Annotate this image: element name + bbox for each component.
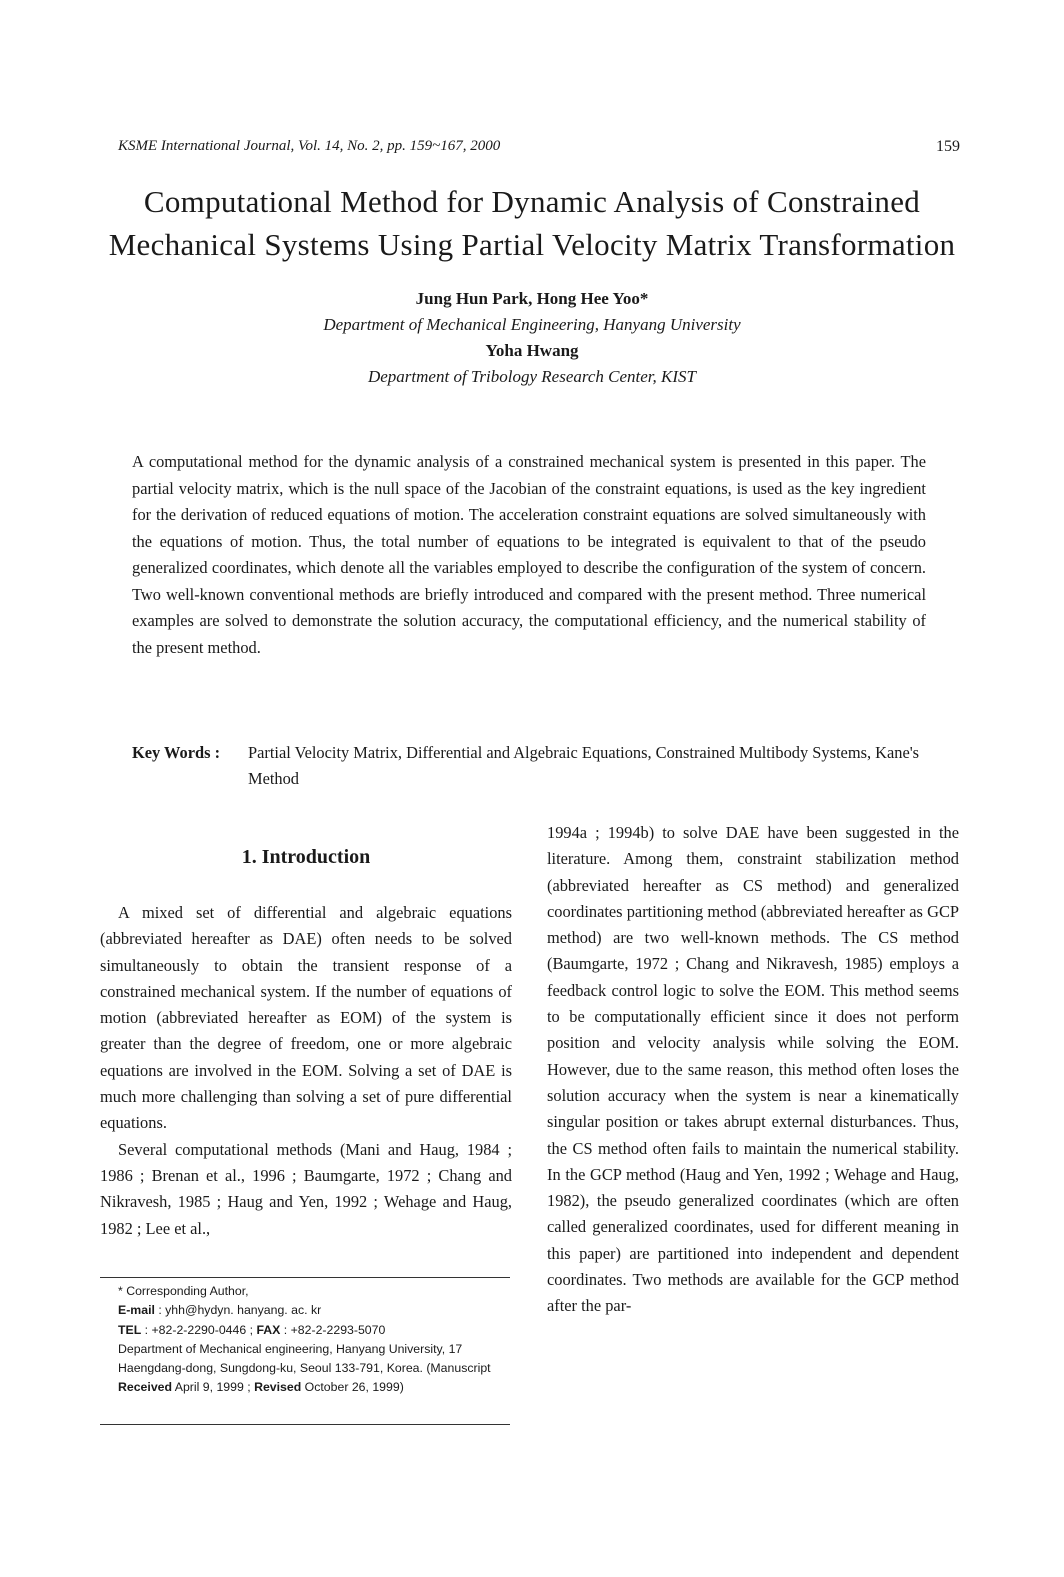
paper-title bbox=[60, 180, 1004, 266]
revised-label: Revised bbox=[254, 1380, 302, 1395]
title-line-1: Computational Method for Dynamic Analysis of Constrained bbox=[143, 184, 921, 219]
received-label: Received bbox=[118, 1380, 173, 1395]
corresponding-author: * Corresponding Author, bbox=[118, 1284, 249, 1298]
intro-paragraph-2: Several computational methods (Mani and Haug, 1984 ; 1986 ; Brenan et al., 1996 ; Baumgarte, 1972 ; Chang and Nikravesh, 1985 ; Haug and Yen, 1992 ; Wehage and Haug, 1982 ; Lee et al., bbox=[100, 1139, 512, 1238]
fax-value: : +82-2-2293-5070 bbox=[283, 1322, 386, 1337]
abstract: A computational method for the dynamic analysis of a constrained mechanical system is presented in this paper. The partial velocity matrix, which is the null space of the Jacobian of the constraint equations, is used as the key ingredient for the derivation of reduced equations of motion. The acceleration constraint equations are solved simultaneously with the equations of motion. Thus, the total number of equations to be integrated is equivalent to that of the pseudo generalized coordinates, which denote all the variables employed to describe the configuration of the system of concern. Two well-known conventional methods are briefly introduced and compared with the present method. Three numerical examples are solved to demonstrate the solution accuracy, the computational efficiency, and the numerical stability of the present method. bbox=[132, 452, 926, 657]
title-line-2: Mechanical Systems Using Partial Velocity Matrix Transformation bbox=[108, 227, 956, 262]
section-heading-introduction: 1. Introduction bbox=[241, 846, 371, 868]
intro-continuation: 1994a ; 1994b) to solve DAE have been suggested in the literature. Among them, constraint stabilization method (abbreviated hereafter as CS method) and generalized coordinates partitioning method (abbreviated hereafter as GCP method) are two well-known methods. The CS method (Baumgarte, 1972 ; Chang and Nikravesh, 1985) employs a feedback control logic to solve the EOM. This method seems to be computationally efficient since it does not perform position and velocity analysis while solving the EOM. However, due to the same reason, this method often loses the solution accuracy when the system is near a kinematically singular position or takes abrupt external disturbances. Thus, the CS method often fails to maintain the numerical stability. In the GCP method (Haug and Yen, 1992 ; Wehage and Haug, 1982), the pseudo generalized coordinates (which are often called generalized coordinates, used for different meaning in this paper) are partitioned into independent and dependent coordinates. Two methods are available for the GCP method after the par- bbox=[547, 823, 959, 1316]
footnote-bottom-divider bbox=[100, 1424, 510, 1425]
intro-paragraph-1: A mixed set of differential and algebraic equations (abbreviated hereafter as DAE) often needs to be solved simultaneously to obtain the transient response of a constrained mechanical system. If the number of equations of motion (abbreviated hereafter as EOM) of the system is greater than the degree of freedom, one or more algebraic equations are involved in the EOM. Solving a set of DAE is much more challenging than solving a set of pure differential equations. bbox=[100, 903, 512, 1133]
footnote-email-line bbox=[118, 1301, 510, 1320]
email-label: E-mail bbox=[118, 1303, 155, 1318]
keywords-text: Partial Velocity Matrix, Differential and Algebraic Equations, Constrained Multibody Systems, Kane's Method bbox=[248, 743, 920, 788]
author-names-2: Yoha Hwang bbox=[485, 341, 579, 360]
received-date: April 9, 1999 ; bbox=[174, 1380, 251, 1395]
page-number: 159 bbox=[936, 138, 960, 155]
footnote bbox=[118, 1282, 510, 1398]
running-head bbox=[118, 138, 960, 155]
keywords-label: Key Words : bbox=[132, 743, 221, 762]
tel-value: : +82-2-2290-0446 ; bbox=[144, 1322, 254, 1337]
right-column bbox=[547, 820, 959, 1320]
footnote-phone-line bbox=[118, 1321, 510, 1340]
author-affiliation-1: Department of Mechanical Engineering, Hanyang University bbox=[323, 315, 741, 334]
footnote-divider bbox=[100, 1277, 510, 1278]
email-value: : yhh@hydyn. hanyang. ac. kr bbox=[158, 1303, 322, 1318]
revised-date: October 26, 1999) bbox=[304, 1380, 404, 1395]
address-text: Department of Mechanical engineering, Hanyang University, 17 Haengdang-dong, Sungdong-ku, Seoul 133-791, Korea. (Manuscript bbox=[118, 1341, 491, 1376]
author-names-1: Jung Hun Park, Hong Hee Yoo* bbox=[415, 289, 649, 308]
tel-label: TEL bbox=[118, 1322, 142, 1337]
keywords bbox=[132, 740, 926, 792]
journal-citation: KSME International Journal, Vol. 14, No. 2, pp. 159~167, 2000 bbox=[118, 138, 501, 154]
footnote-address bbox=[118, 1340, 510, 1398]
author-block bbox=[100, 286, 964, 390]
author-affiliation-2: Department of Tribology Research Center, KIST bbox=[367, 367, 696, 386]
left-column bbox=[100, 900, 512, 1242]
fax-label: FAX bbox=[256, 1322, 281, 1337]
